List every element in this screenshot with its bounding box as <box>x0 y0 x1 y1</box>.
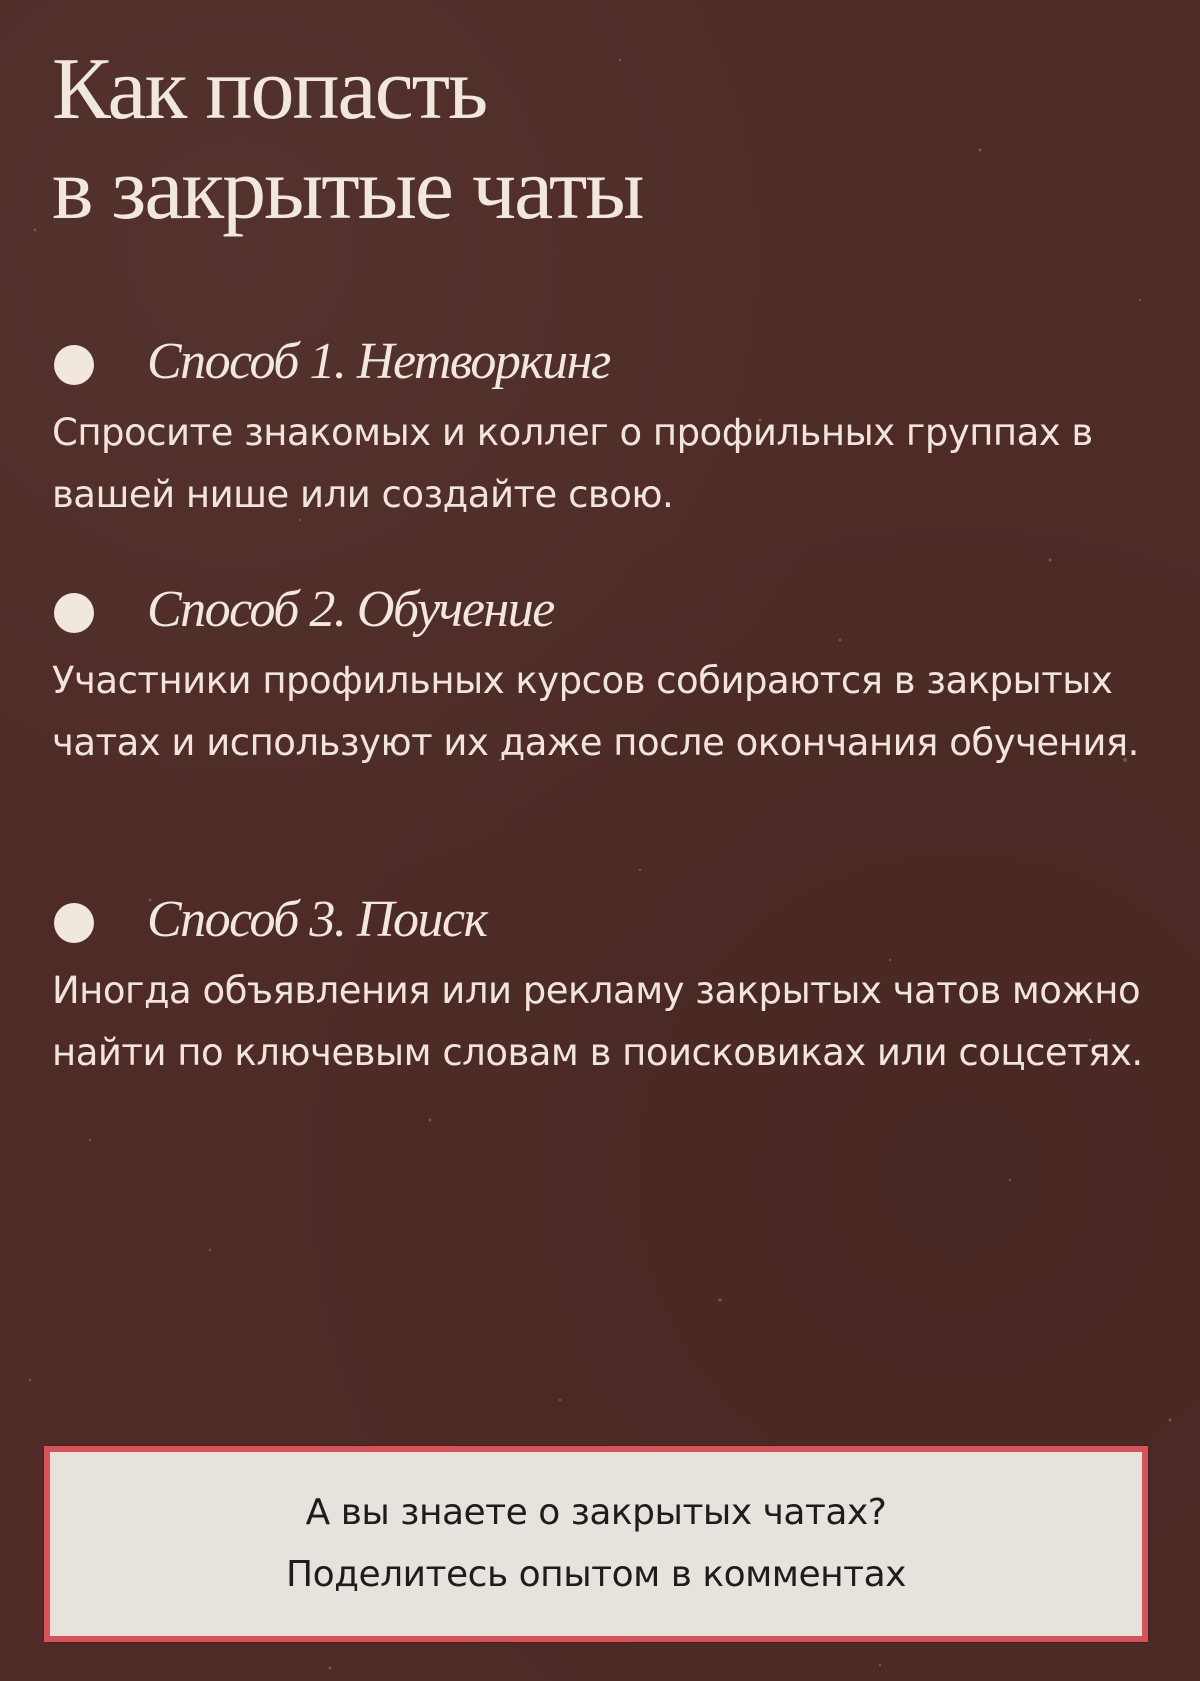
method-heading <box>52 322 1152 402</box>
bullet-dot-icon <box>54 593 94 633</box>
title-line-2: в закрытые чаты <box>52 141 643 238</box>
method-education <box>52 570 1152 774</box>
method-title: Способ 1. Нетворкинг <box>147 333 610 390</box>
cta-question: А вы знаете о закрытых чатах? <box>305 1492 887 1533</box>
method-title: Способ 2. Обучение <box>147 581 554 638</box>
method-heading <box>52 880 1152 960</box>
method-search <box>52 880 1152 1084</box>
bullet-dot-icon <box>54 345 94 385</box>
method-title: Способ 3. Поиск <box>147 891 487 948</box>
bullet-dot-icon <box>54 903 94 943</box>
title-line-1: Как попасть <box>52 41 487 138</box>
method-description: Иногда объявления или рекламу закрытых чатов можно найти по ключевым словам в поисковиках или соцсетях. <box>52 969 1143 1074</box>
method-networking <box>52 322 1152 526</box>
method-heading <box>52 570 1152 650</box>
method-description: Участники профильных курсов собираются в закрытых чатах и используют их даже после окончания обучения. <box>52 659 1139 764</box>
page-title <box>52 40 643 240</box>
method-description: Спросите знакомых и коллег о профильных группах в вашей нише или создайте свою. <box>52 411 1093 516</box>
cta-prompt: Поделитесь опытом в комментах <box>286 1554 906 1595</box>
call-to-action-box <box>44 1446 1148 1642</box>
